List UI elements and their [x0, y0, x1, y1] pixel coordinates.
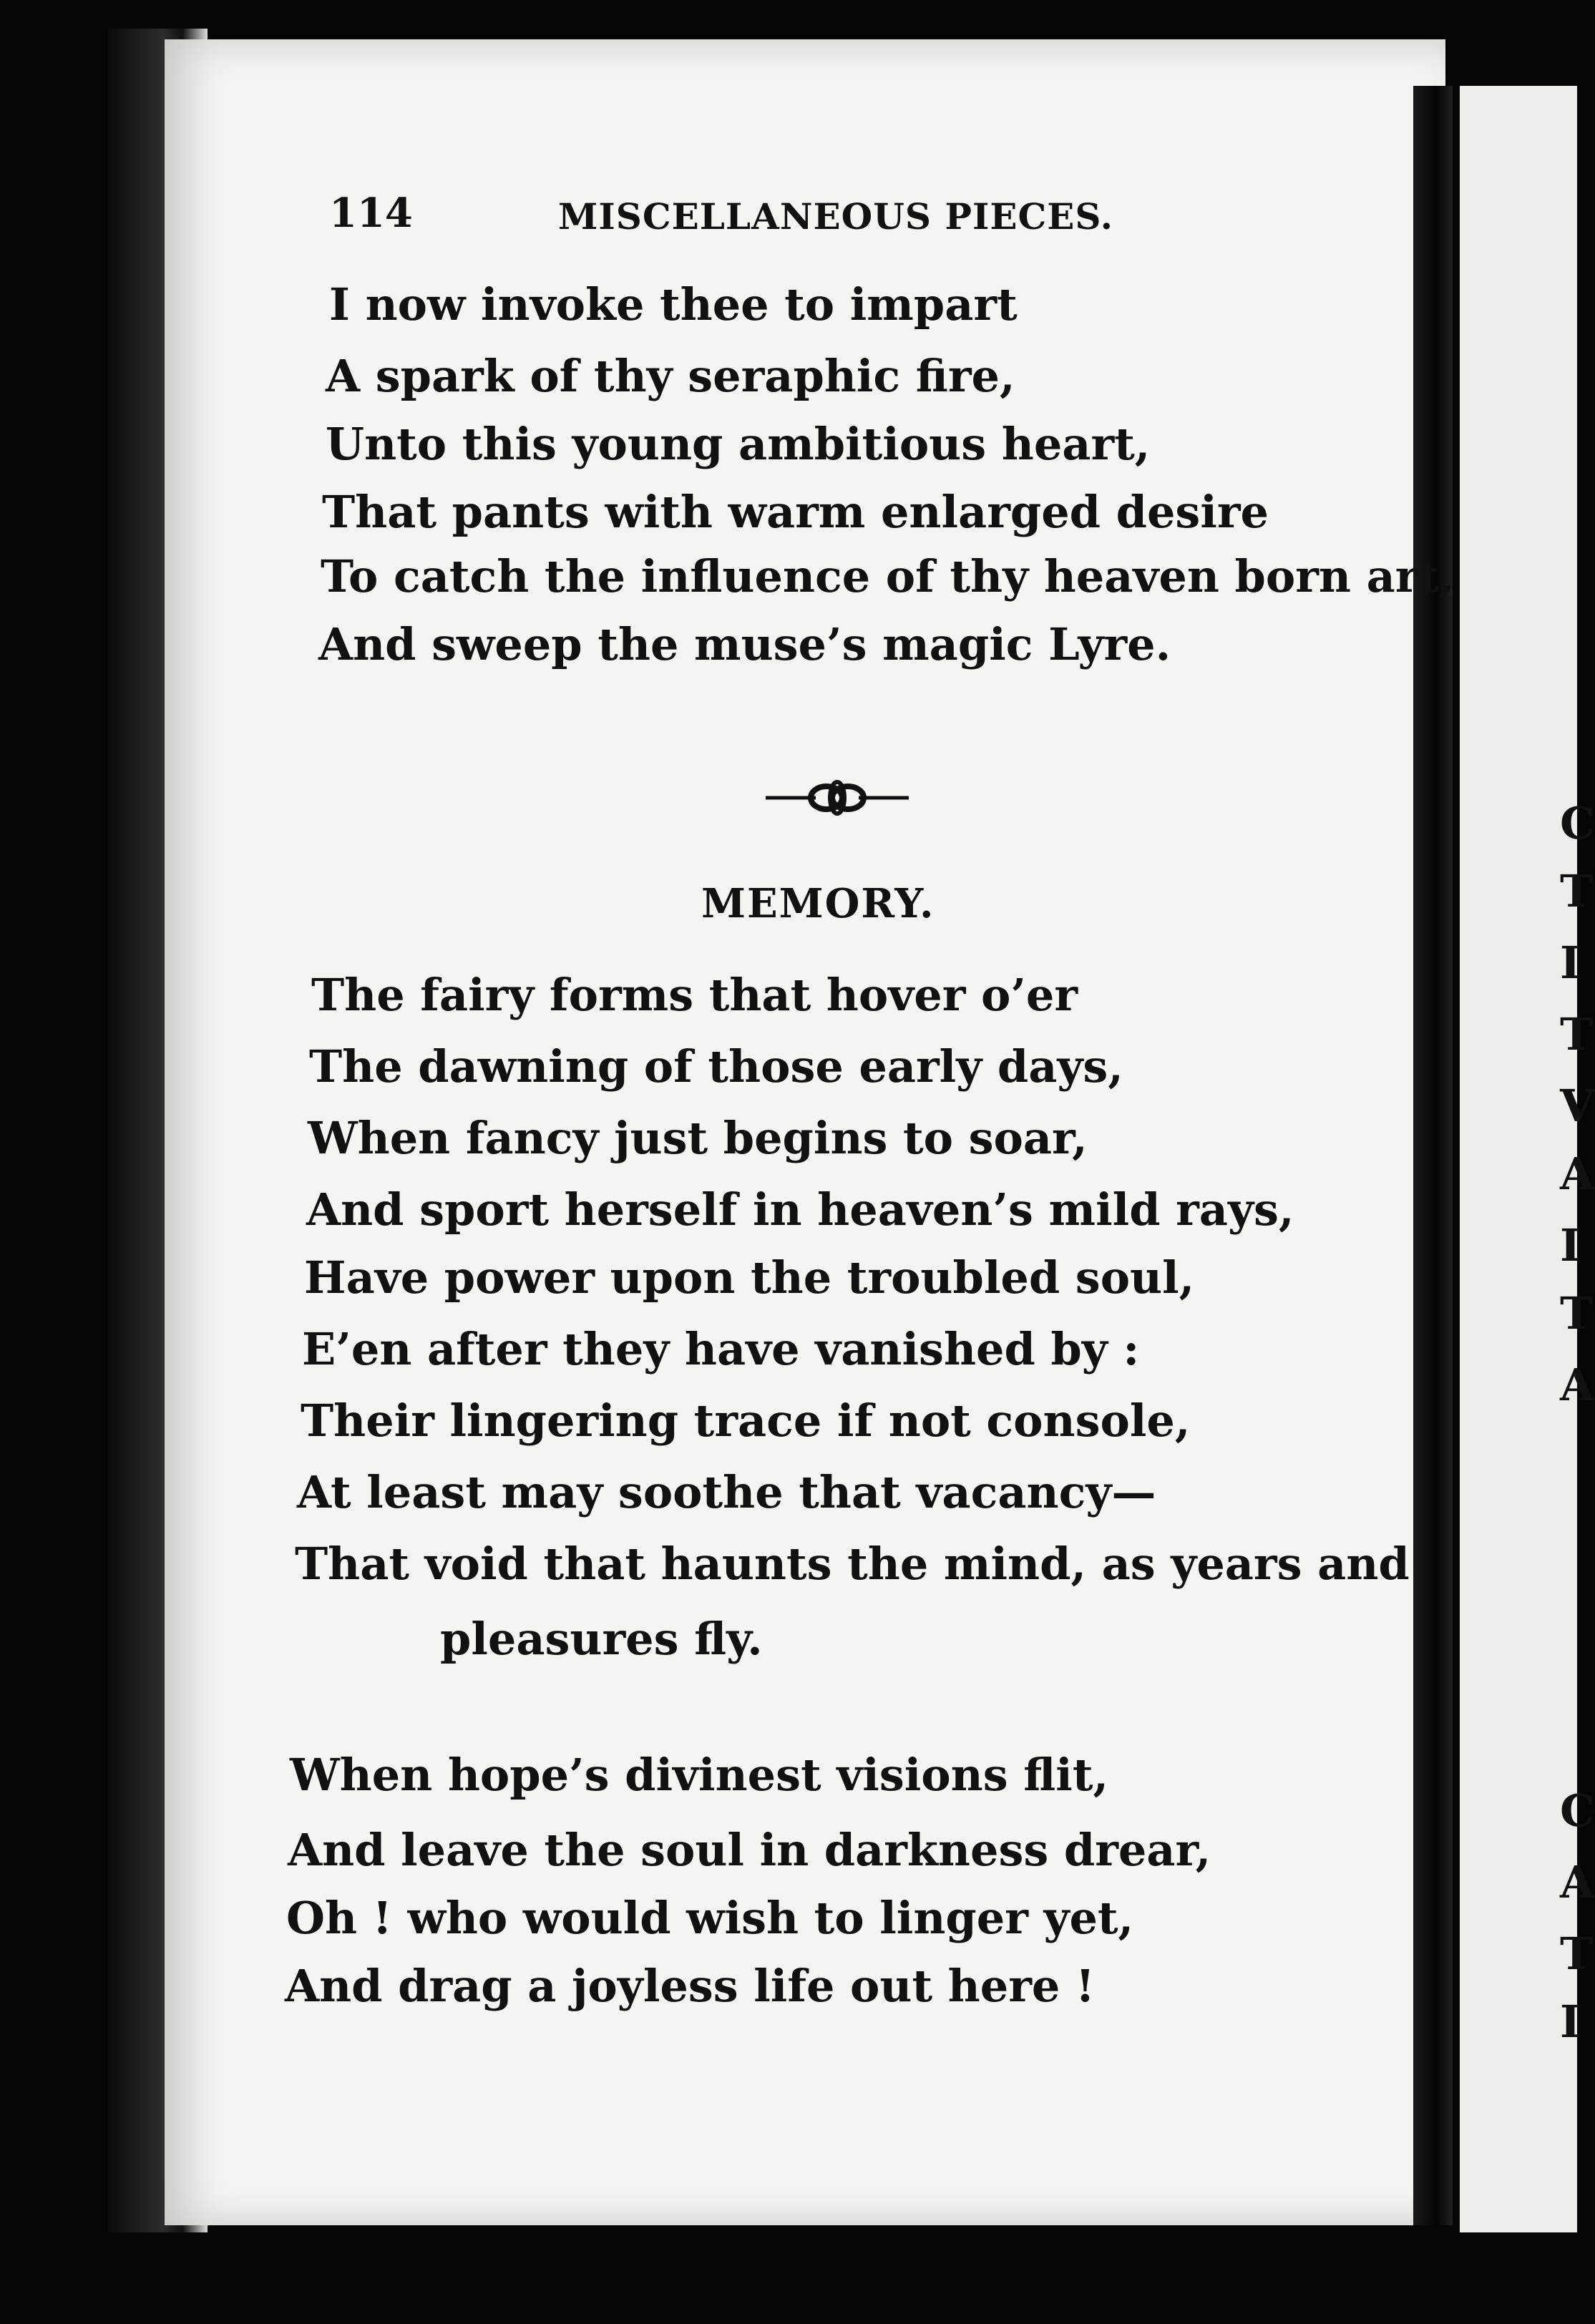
- verse-line: That void that haunts the mind, as years and: [295, 1538, 1410, 1590]
- running-title: MISCELLANEOUS PIECES.: [558, 195, 1114, 238]
- adjacent-page-letter: C: [1560, 797, 1595, 849]
- adjacent-page-letter: T: [1560, 1928, 1594, 1980]
- adjacent-page-letter: T: [1560, 865, 1594, 917]
- verse-line: And sweep the muse’s magic Lyre.: [318, 618, 1171, 670]
- ornament-divider: [766, 769, 909, 826]
- adjacent-page-letter: A: [1560, 1359, 1595, 1411]
- verse-line: The fairy forms that hover o’er: [311, 969, 1078, 1021]
- verse-line: To catch the influence of thy heaven born art,: [321, 550, 1455, 602]
- adjacent-page-letter: I: [1560, 1219, 1581, 1271]
- verse-line: E’en after they have vanished by :: [302, 1323, 1140, 1375]
- adjacent-page-letter: V: [1560, 1080, 1595, 1132]
- verse-line: And leave the soul in darkness drear,: [288, 1824, 1211, 1876]
- verse-line: The dawning of those early days,: [309, 1040, 1123, 1093]
- adjacent-page-letter: A: [1560, 1856, 1595, 1908]
- verse-line: Their lingering trace if not console,: [301, 1395, 1191, 1447]
- page-number: 114: [329, 190, 413, 237]
- adjacent-page-letter: A: [1560, 1148, 1595, 1200]
- verse-line: Oh ! who would wish to linger yet,: [286, 1892, 1134, 1944]
- page-header: [329, 190, 1131, 247]
- verse-line: And sport herself in heaven’s mild rays,: [306, 1183, 1294, 1236]
- verse-line: I now invoke thee to impart: [329, 278, 1018, 331]
- page-gutter: [1413, 86, 1453, 2225]
- verse-line: Have power upon the troubled soul,: [304, 1251, 1195, 1304]
- adjacent-page-letter: I: [1560, 937, 1581, 989]
- verse-line: That pants with warm enlarged desire: [322, 486, 1269, 538]
- poem-title: MEMORY.: [701, 880, 935, 927]
- adjacent-page-letter: I: [1560, 1996, 1581, 2048]
- verse-line: When fancy just begins to soar,: [308, 1112, 1088, 1164]
- adjacent-page-letter: C: [1560, 1784, 1595, 1837]
- verse-line: A spark of thy seraphic fire,: [326, 350, 1015, 402]
- verse-line: At least may soothe that vacancy—: [297, 1466, 1156, 1518]
- adjacent-page-letter: T: [1560, 1008, 1594, 1060]
- verse-line: Unto this young ambitious heart,: [326, 418, 1151, 470]
- adjacent-page-letter: T: [1560, 1287, 1594, 1339]
- verse-line: And drag a joyless life out here !: [285, 1960, 1096, 2012]
- verse-line: pleasures fly.: [440, 1613, 763, 1665]
- verse-line: When hope’s divinest visions flit,: [290, 1749, 1109, 1801]
